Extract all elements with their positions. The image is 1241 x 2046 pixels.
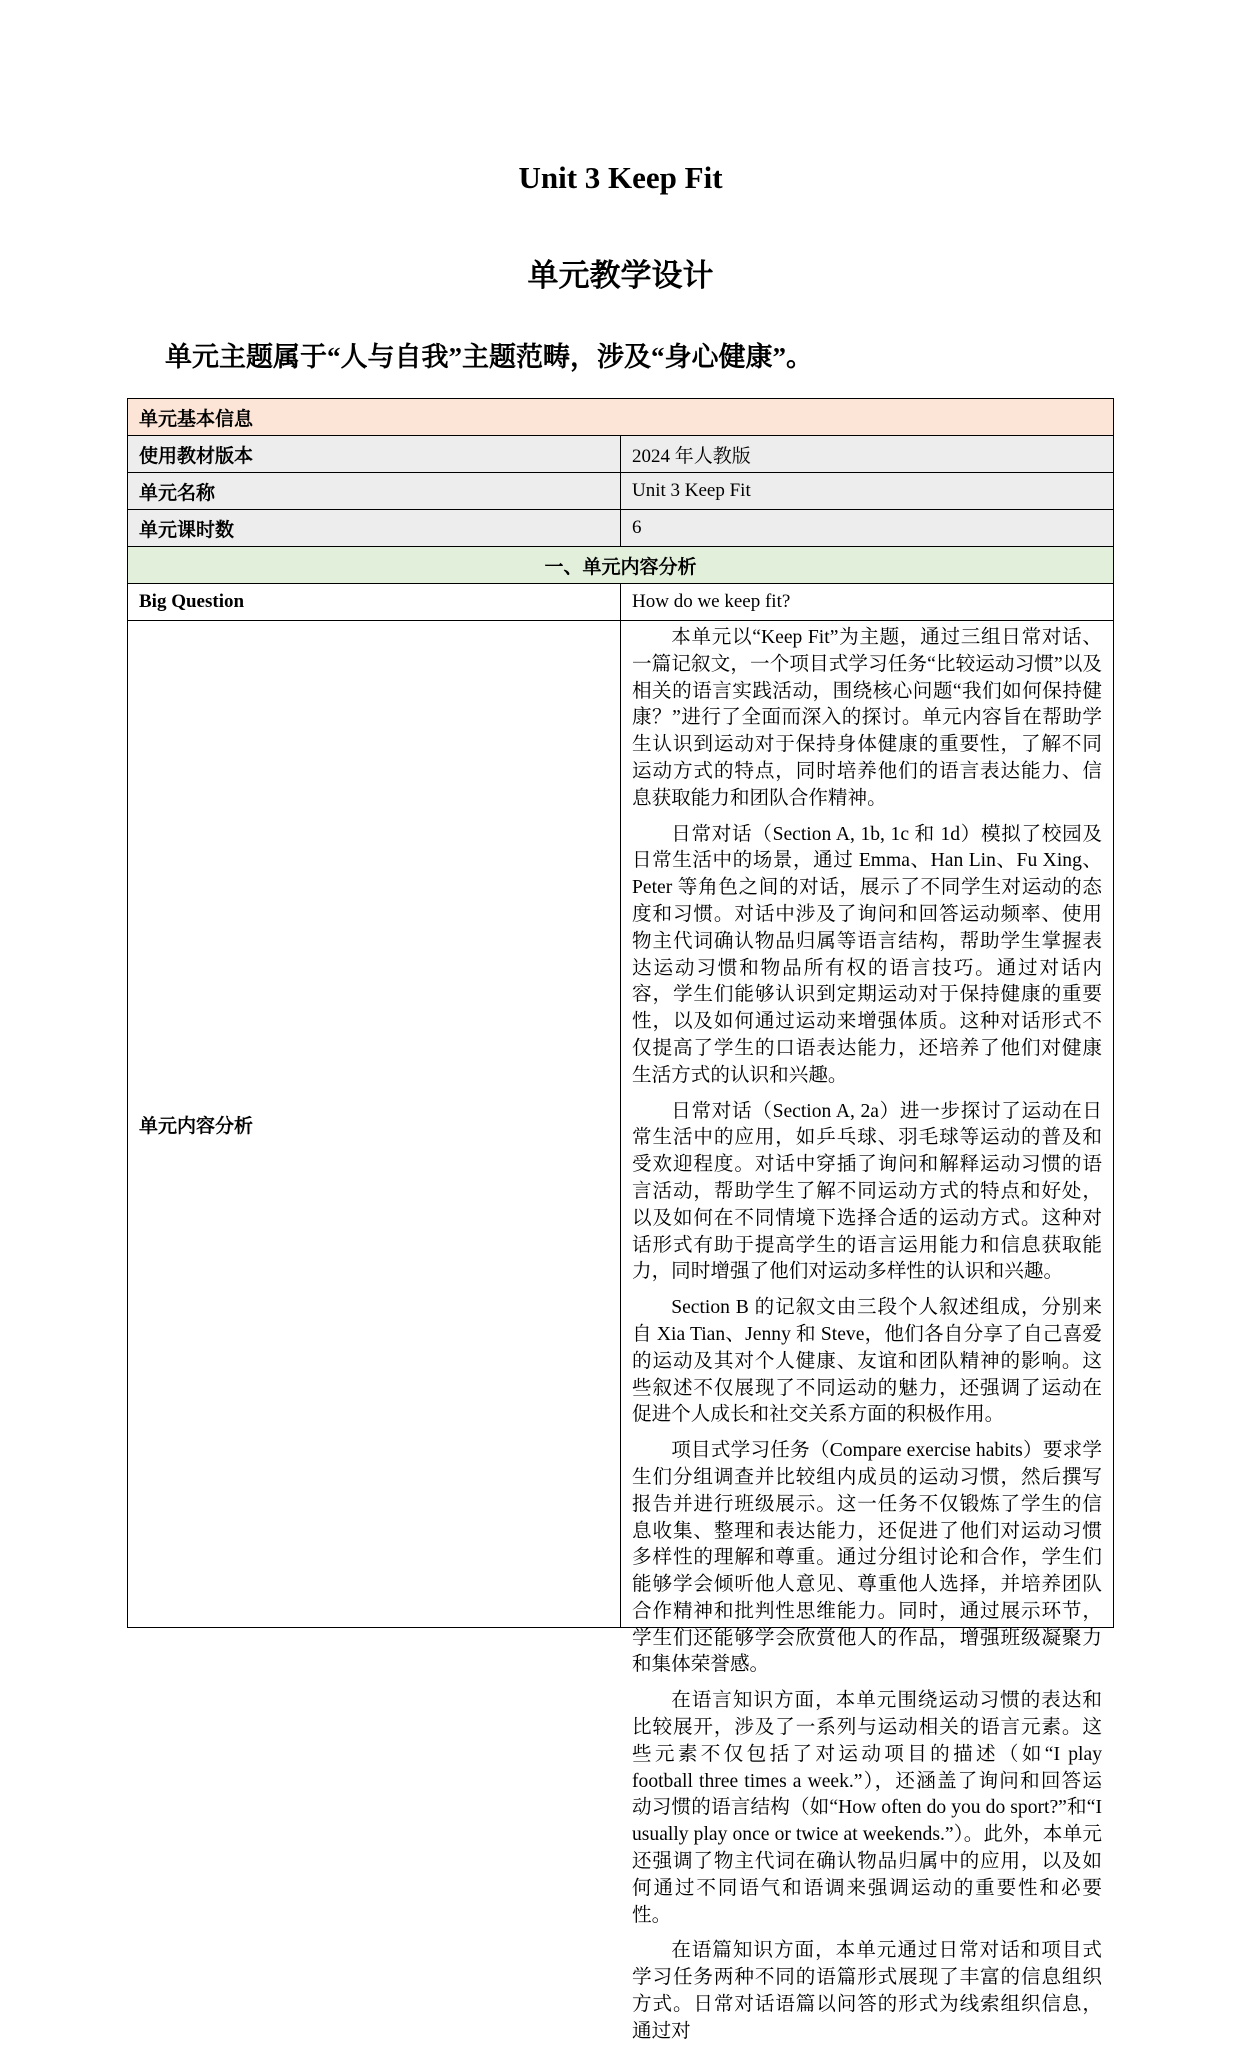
analysis-paragraph: 在语篇知识方面，本单元通过日常对话和项目式学习任务两种不同的语篇形式展现了丰富的信息组织方式。日常对话语篇以问答的形式为线索组织信息，通过对 [632, 1940, 1102, 2042]
theme-statement: 单元主题属于“人与自我”主题范畴，涉及“身心健康”。 [165, 342, 813, 372]
analysis-paragraph: 日常对话（Section A, 2a）进一步探讨了运动在日常生活中的应用，如乒乓球、羽毛球等运动的普及和受欢迎程度。对话中穿插了询问和解释运动习惯的语言活动，帮助学生了解不同运动方式的特点和好处，以及如何在不同情境下选择合适的运动方式。这种对话形式有助于提高学生的语言运用能力和信息获取能力，同时增强了他们对运动多样性的认识和兴趣。 [632, 1100, 1102, 1283]
analysis-row [128, 621, 1114, 1628]
big-question-value: How do we keep fit? [621, 584, 1114, 621]
row-value: 2024 年人教版 [621, 436, 1114, 473]
analysis-label: 单元内容分析 [128, 621, 621, 1628]
section-header-basic: 单元基本信息 [128, 399, 1114, 436]
analysis-paragraph: 本单元以“Keep Fit”为主题，通过三组日常对话、一篇记叙文，一个项目式学习任务“比较运动习惯”以及相关的语言实践活动，围绕核心问题“我们如何保持健康？”进行了全面而深入的探讨。单元内容旨在帮助学生认识到运动对于保持身体健康的重要性，了解不同运动方式的特点，同时培养他们的语言表达能力、信息获取能力和团队合作精神。 [632, 627, 1102, 809]
analysis-paragraph: 项目式学习任务（Compare exercise habits）要求学生们分组调查并比较组内成员的运动习惯，然后撰写报告并进行班级展示。这一任务不仅锻炼了学生的信息收集、整理和表达能力，还促进了他们对运动习惯多样性的理解和尊重。通过分组讨论和合作，学生们能够学会倾听他人意见、尊重他人选择，并培养团队合作精神和批判性思维能力。同时，通过展示环节，学生们还能够学会欣赏他人的作品，增强班级凝聚力和集体荣誉感。 [632, 1440, 1102, 1676]
analysis-paragraph: 在语言知识方面，本单元围绕运动习惯的表达和比较展开，涉及了一系列与运动相关的语言元素。这些元素不仅包括了对运动项目的描述（如“I play football three times a week.”），还涵盖了询问和回答运动习惯的语言结构（如“How often do you do sport?”和“I usually play once or twice at weekends.”）。此外，本单元还强调了物主代词在确认物品归属中的应用，以及如何通过不同语气和语调来强调运动的重要性和必要性。 [632, 1690, 1102, 1926]
unit-info-table [127, 398, 1114, 2042]
document-title: Unit 3 Keep Fit [518, 160, 723, 195]
row-value: Unit 3 Keep Fit [621, 473, 1114, 510]
big-question-row [128, 584, 1114, 621]
table-row [128, 510, 1114, 547]
document-subtitle: 单元教学设计 [527, 258, 714, 293]
analysis-paragraph: Section B 的记叙文由三段个人叙述组成，分别来自 Xia Tian、Jenny 和 Steve，他们各自分享了自己喜爱的运动及其对个人健康、友谊和团队精神的影响。这些叙述不仅展现了不同运动的魅力，还强调了运动在促进个人成长和社交关系方面的积极作用。 [632, 1297, 1102, 1426]
row-label: 单元课时数 [128, 510, 621, 547]
row-label: 单元名称 [128, 473, 621, 510]
analysis-text [632, 625, 1102, 2042]
section-header-analysis: 一、单元内容分析 [128, 547, 1114, 584]
table-row [128, 473, 1114, 510]
row-label: 使用教材版本 [128, 436, 621, 473]
analysis-cell [621, 621, 1114, 2042]
table-row [128, 436, 1114, 473]
analysis-paragraph: 日常对话（Section A, 1b, 1c 和 1d）模拟了校园及日常生活中的场景，通过 Emma、Han Lin、Fu Xing、Peter 等角色之间的对话，展示了不同学生对运动的态度和习惯。对话中涉及了询问和回答运动频率、使用物主代词确认物品归属等语言结构，帮助学生掌握表达运动习惯和物品所有权的语言技巧。通过对话内容，学生们能够认识到定期运动对于保持健康的重要性，以及如何通过运动来增强体质。这种对话形式不仅提高了学生的口语表达能力，还培养了他们对健康生活方式的认识和兴趣。 [632, 823, 1102, 1086]
section-row-basic [128, 399, 1114, 436]
section-row-analysis [128, 547, 1114, 584]
row-value: 6 [621, 510, 1114, 547]
big-question-label: Big Question [128, 584, 621, 621]
